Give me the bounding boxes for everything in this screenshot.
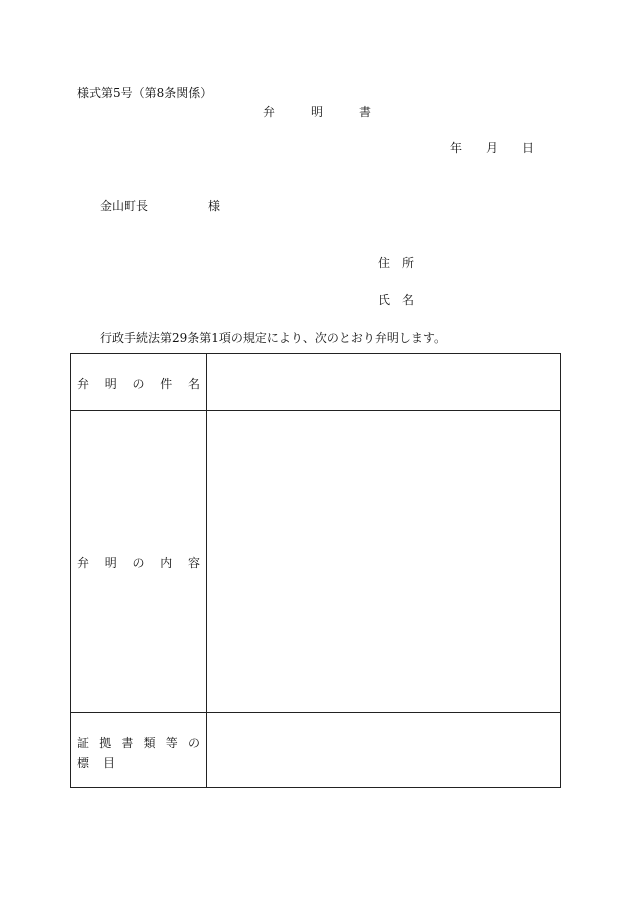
evidence-label — [77, 733, 200, 773]
label-char: 目 — [102, 756, 115, 770]
label-char: 容 — [187, 556, 200, 570]
evidence-label-cell — [71, 713, 207, 787]
label-char: の — [132, 377, 145, 391]
row-subject — [71, 354, 560, 411]
content-input-cell[interactable] — [207, 411, 560, 712]
title-char: 明 — [311, 105, 324, 119]
row-evidence — [71, 713, 560, 787]
label-char: 類 — [143, 736, 156, 750]
label-char: 明 — [104, 377, 117, 391]
label-char: の — [187, 736, 200, 750]
label-char: 内 — [160, 556, 173, 570]
date-year-label: 年 — [450, 141, 463, 155]
label-char: 書 — [121, 736, 134, 750]
intro-text: 行政手続法第29条第1項の規定により、次のとおり弁明します。 — [100, 331, 446, 345]
title-char: 弁 — [263, 105, 276, 119]
date-month-label: 月 — [486, 141, 499, 155]
label-char: の — [132, 556, 145, 570]
address-label: 住 所 — [378, 256, 415, 270]
row-content — [71, 411, 560, 713]
title-char: 書 — [359, 105, 372, 119]
subject-label-cell — [71, 354, 207, 410]
label-char: 弁 — [77, 377, 90, 391]
label-char: 件 — [160, 377, 173, 391]
content-label-cell — [71, 411, 207, 712]
subject-label — [77, 375, 200, 392]
label-char: 証 — [77, 736, 90, 750]
label-char: 拠 — [99, 736, 112, 750]
label-char: 明 — [104, 556, 117, 570]
addressee: 金山町長 様 — [100, 199, 221, 213]
document-title — [263, 105, 371, 119]
name-label: 氏 名 — [378, 293, 415, 307]
subject-input-cell[interactable] — [207, 354, 560, 410]
vindication-form-table — [70, 353, 561, 788]
content-label — [77, 554, 200, 571]
label-char: 名 — [187, 377, 200, 391]
date-day-label: 日 — [522, 141, 535, 155]
label-char: 等 — [165, 736, 178, 750]
form-number: 様式第5号（第8条関係） — [77, 86, 213, 100]
evidence-input-cell[interactable] — [207, 713, 560, 787]
label-char: 弁 — [77, 556, 90, 570]
label-char: 標 — [77, 756, 90, 770]
date-line — [450, 141, 534, 155]
